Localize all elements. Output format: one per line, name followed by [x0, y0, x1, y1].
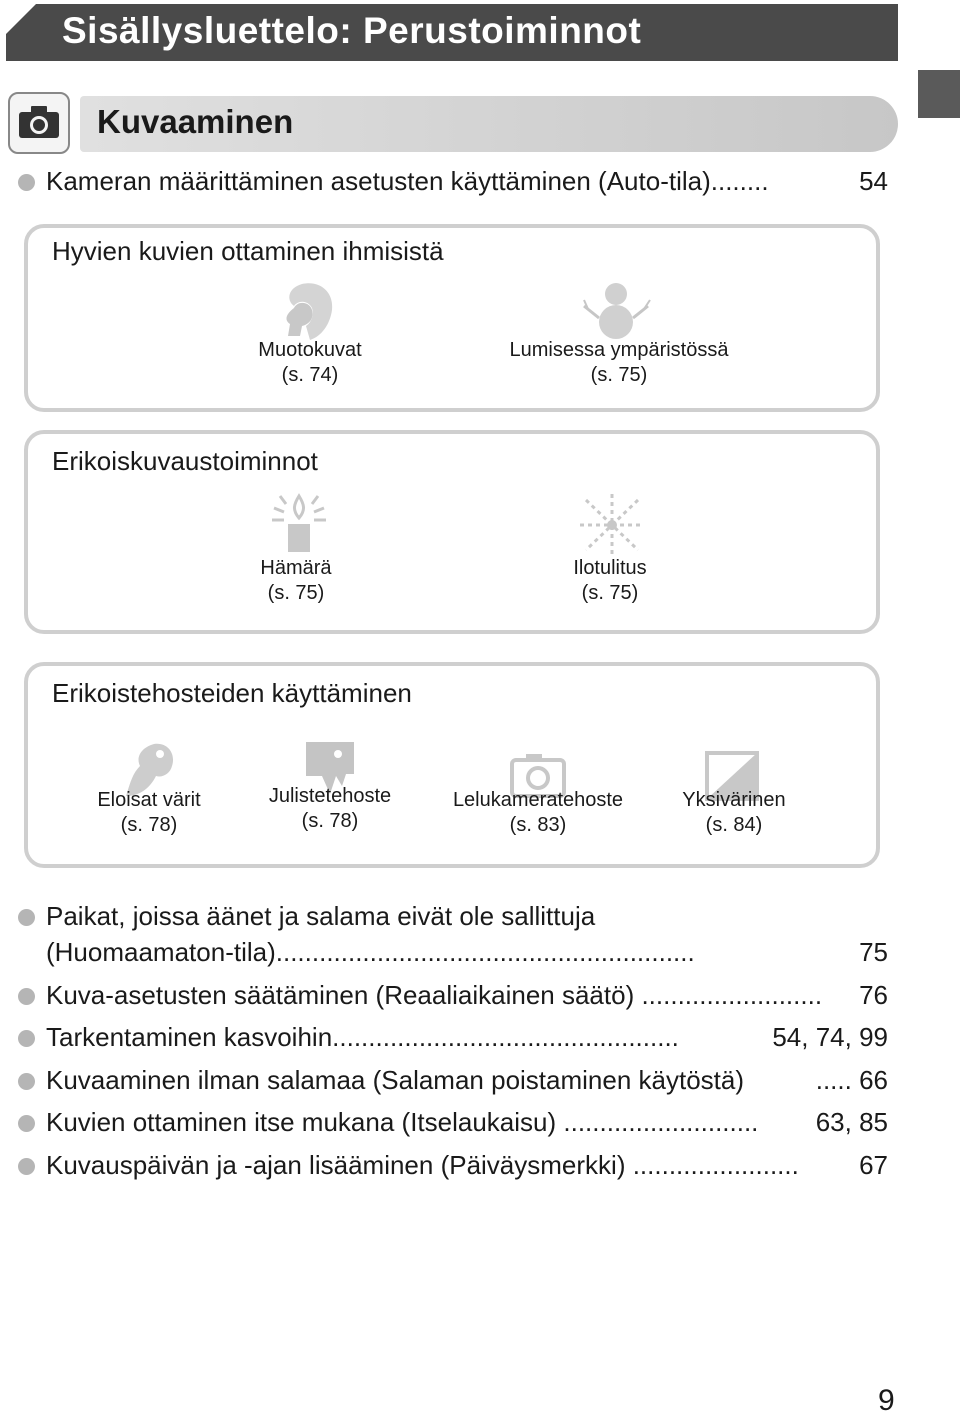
title-bar-corner — [6, 4, 36, 34]
toc-item-text: Paikat, joissa äänet ja salama eivät ole sallittuja — [46, 901, 596, 931]
toc-item-text: Tarkentaminen kasvoihin................................................ — [46, 1022, 679, 1052]
bullet-icon — [18, 1115, 35, 1132]
toc-item-text: Kuvauspäivän ja -ajan lisääminen (Päiväysmerkki) ....................... — [46, 1150, 799, 1180]
mode-page: (s. 75) — [267, 582, 325, 604]
bullet-icon — [18, 1158, 35, 1175]
bullet-icon — [18, 174, 35, 191]
mode-snow[interactable] — [494, 338, 744, 388]
mode-vivid[interactable] — [74, 788, 224, 838]
toc-item[interactable] — [18, 1022, 888, 1054]
mode-name: Lelukameratehoste — [452, 789, 624, 811]
toc-item[interactable] — [18, 1065, 888, 1097]
mode-name: Hämärä — [260, 557, 332, 579]
mode-name: Muotokuvat — [258, 339, 362, 361]
scene-group-people — [24, 224, 880, 412]
candle-icon — [266, 490, 332, 556]
mode-dusk[interactable] — [226, 556, 366, 606]
mode-page: (s. 84) — [705, 814, 763, 836]
mode-page: (s. 75) — [581, 582, 639, 604]
mode-name: Eloisat värit — [97, 789, 201, 811]
fireworks-icon — [574, 490, 650, 560]
mode-page: (s. 75) — [590, 364, 648, 386]
page-title: Sisällysluettelo: Perustoiminnot — [62, 10, 642, 51]
toc-item-page: 67 — [859, 1150, 888, 1180]
toc-item-page: 54, 74, 99 — [772, 1022, 888, 1052]
mode-name: Julistetehoste — [268, 785, 392, 807]
toc-item-page: 54 — [859, 166, 888, 196]
title-bar — [6, 4, 898, 61]
mode-page: (s. 83) — [509, 814, 567, 836]
page-number: 9 — [878, 1384, 895, 1417]
toc-item[interactable] — [18, 1107, 888, 1139]
bullet-icon — [18, 988, 35, 1005]
snowman-icon — [578, 278, 654, 344]
mode-poster[interactable] — [250, 784, 410, 834]
mode-name: Lumisessa ympäristössä — [509, 339, 729, 361]
group-heading: Erikoiskuvaustoiminnot — [52, 446, 318, 476]
mode-page: (s. 78) — [301, 810, 359, 832]
bullet-icon — [18, 909, 35, 926]
group-heading: Erikoistehosteiden käyttäminen — [52, 678, 412, 708]
toc-item-page: 63, 85 — [815, 1107, 888, 1137]
toc-item-page: 76 — [859, 980, 888, 1010]
toc-item-text: Kameran määrittäminen asetusten käyttäminen (Auto-tila)........ — [46, 166, 769, 196]
mode-monochrome[interactable] — [664, 788, 804, 838]
toc-item[interactable] — [18, 980, 888, 1012]
mode-page: (s. 74) — [281, 364, 339, 386]
bullet-icon — [18, 1073, 35, 1090]
scene-group-effects — [24, 662, 880, 868]
section-title: Kuvaaminen — [97, 103, 294, 140]
camera-icon — [8, 92, 70, 154]
mode-portrait[interactable] — [235, 338, 385, 388]
mode-fireworks[interactable] — [540, 556, 680, 606]
toc-item-page: ..... 66 — [815, 1065, 888, 1095]
chapter-tab — [918, 70, 960, 118]
group-heading: Hyvien kuvien ottaminen ihmisistä — [52, 236, 444, 266]
toc-item-text-cont: (Huomaamaton-tila).......................................................... — [46, 937, 695, 967]
mode-name: Yksivärinen — [682, 789, 786, 811]
scene-group-special — [24, 430, 880, 634]
toc-item[interactable] — [18, 1150, 888, 1182]
toc-item[interactable] — [18, 166, 888, 198]
toc-item-page: 75 — [859, 937, 888, 967]
toc-item-text: Kuva-asetusten säätäminen (Reaaliaikainen säätö) ......................... — [46, 980, 823, 1010]
toc-item[interactable] — [18, 901, 888, 971]
portrait-icon — [272, 278, 342, 344]
mode-page: (s. 78) — [120, 814, 178, 836]
mode-toy-camera[interactable] — [428, 788, 648, 838]
bullet-icon — [18, 1030, 35, 1047]
toc-item-text: Kuvien ottaminen itse mukana (Itselaukaisu) ........................... — [46, 1107, 759, 1137]
mode-name: Ilotulitus — [573, 557, 647, 579]
toc-item-text: Kuvaaminen ilman salamaa (Salaman poistaminen käytöstä) — [46, 1065, 745, 1095]
